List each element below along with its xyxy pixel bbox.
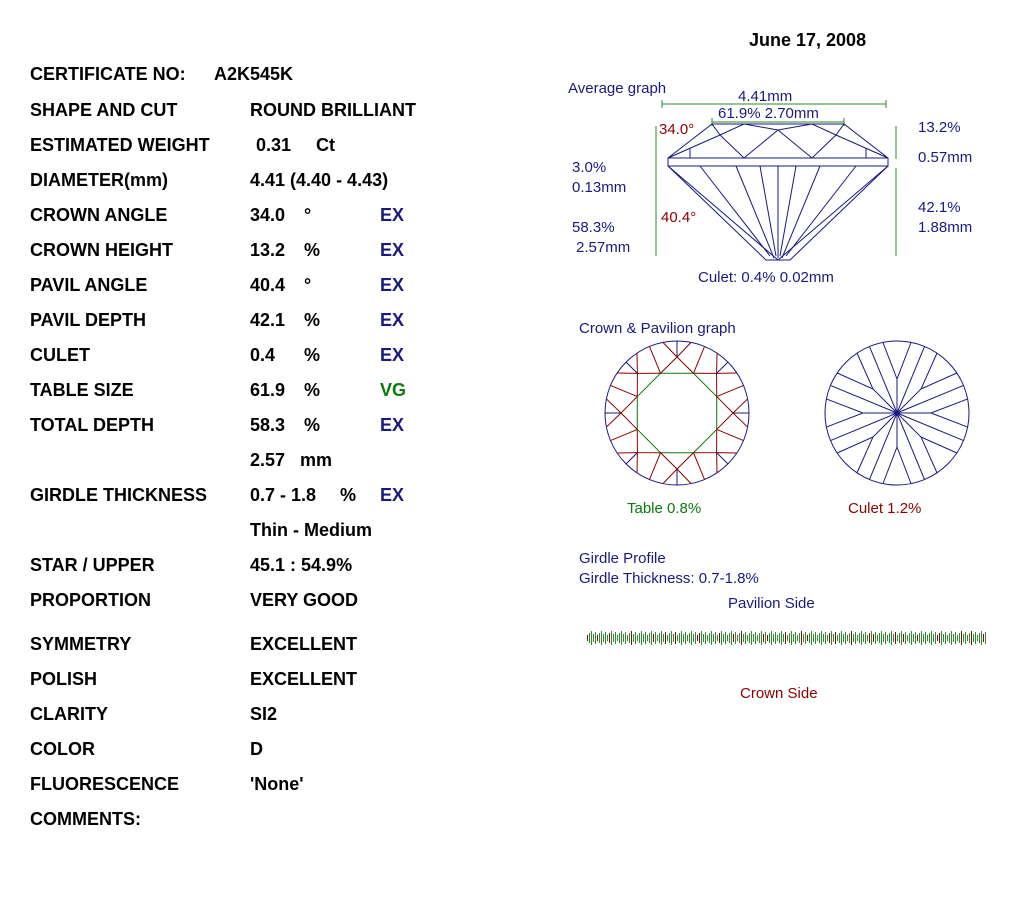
table-label: 61.9% 2.70mm bbox=[718, 105, 819, 122]
main-facet-line bbox=[626, 453, 637, 464]
bezel-line bbox=[649, 346, 660, 373]
spec-value: 4.41 (4.40 - 4.43) bbox=[250, 170, 389, 190]
spec-value: 34.0 bbox=[250, 205, 286, 225]
lower-girdle-facet bbox=[921, 437, 957, 473]
spec-value: 0.31 bbox=[256, 135, 292, 155]
girdle-thickness-label: Girdle Thickness: 0.7-1.8% bbox=[579, 570, 759, 587]
main-facet-line bbox=[626, 362, 637, 373]
spec-unit: % bbox=[340, 485, 357, 505]
star-facet bbox=[621, 397, 637, 430]
spec-label: FLUORESCENCE bbox=[30, 774, 180, 794]
spec-value: ROUND BRILLIANT bbox=[250, 100, 416, 120]
crown-view-diagram bbox=[604, 340, 750, 486]
bezel-line bbox=[693, 346, 704, 373]
crown-side-label: Crown Side bbox=[740, 685, 818, 702]
grade-badge: EX bbox=[380, 415, 405, 435]
spec-label: PROPORTION bbox=[30, 590, 152, 610]
star-facet bbox=[717, 397, 733, 430]
grade-badge: EX bbox=[380, 240, 405, 260]
star-facet bbox=[661, 357, 694, 373]
report-date: June 17, 2008 bbox=[749, 30, 867, 50]
pavilion-depth-mm: 1.88mm bbox=[918, 219, 973, 236]
crown-pavilion-title: Crown & Pavilion graph bbox=[579, 320, 736, 337]
spec-unit: % bbox=[304, 415, 321, 435]
girdle-profile-title: Girdle Profile bbox=[579, 550, 666, 567]
spec-label: CLARITY bbox=[30, 704, 108, 724]
spec-label: COLOR bbox=[30, 739, 95, 759]
spec-value: 61.9 bbox=[250, 380, 286, 400]
pavilion-axis-line bbox=[897, 389, 921, 413]
spec-label: DIAMETER(mm) bbox=[30, 170, 168, 190]
pavilion-axis-line bbox=[873, 389, 897, 413]
spec-label: GIRDLE THICKNESS bbox=[30, 485, 208, 505]
spec-label: CROWN ANGLE bbox=[30, 205, 168, 225]
lower-girdle-facet bbox=[921, 353, 957, 389]
certificate-label: CERTIFICATE NO: bbox=[30, 64, 186, 84]
bezel-line bbox=[610, 385, 637, 396]
spec-unit: ° bbox=[304, 275, 312, 295]
spec-unit: % bbox=[304, 240, 321, 260]
spec-label: TOTAL DEPTH bbox=[30, 415, 155, 435]
total-depth-mm: 2.57mm bbox=[576, 239, 631, 256]
bezel-line bbox=[649, 453, 660, 480]
spec-unit: Ct bbox=[316, 135, 335, 155]
bezel-line bbox=[693, 453, 704, 480]
grade-badge: EX bbox=[380, 485, 405, 505]
spec-value: EXCELLENT bbox=[250, 669, 358, 689]
spec-value: 2.57 bbox=[250, 450, 286, 470]
spec-label: PAVIL DEPTH bbox=[30, 310, 147, 330]
crown-height-mm: 0.57mm bbox=[918, 149, 973, 166]
grade-badge: EX bbox=[380, 205, 405, 225]
grade-badge: VG bbox=[380, 380, 407, 400]
spec-label: STAR / UPPER bbox=[30, 555, 155, 575]
spec-label: COMMENTS: bbox=[30, 809, 141, 829]
spec-value: EXCELLENT bbox=[250, 634, 358, 654]
pavilion-axis-line bbox=[897, 413, 921, 437]
grade-badge: EX bbox=[380, 345, 405, 365]
spec-value: 45.1 : 54.9% bbox=[250, 555, 353, 575]
table-caption: Table 0.8% bbox=[627, 500, 702, 517]
spec-label: SYMMETRY bbox=[30, 634, 132, 654]
spec-label: CROWN HEIGHT bbox=[30, 240, 173, 260]
spec-value: D bbox=[250, 739, 263, 759]
lower-girdle-facet bbox=[837, 437, 873, 473]
spec-unit: mm bbox=[300, 450, 333, 470]
pavilion-depth-pct: 42.1% bbox=[918, 199, 961, 216]
spec-unit: % bbox=[304, 345, 321, 365]
spec-label: TABLE SIZE bbox=[30, 380, 134, 400]
girdle-pct: 3.0% bbox=[572, 159, 607, 176]
diamond-profile-diagram bbox=[0, 0, 1010, 300]
spec-label: ESTIMATED WEIGHT bbox=[30, 135, 210, 155]
spec-unit: % bbox=[304, 310, 321, 330]
spec-value: 0.7 - 1.8 bbox=[250, 485, 317, 505]
crown-angle-label: 34.0° bbox=[659, 121, 695, 138]
spec-value: SI2 bbox=[250, 704, 278, 724]
culet-caption: Culet 1.2% bbox=[848, 500, 922, 517]
diameter-label: 4.41mm bbox=[738, 88, 793, 105]
pavilion-view-diagram bbox=[824, 340, 970, 486]
grade-badge: EX bbox=[380, 310, 405, 330]
main-facet-line bbox=[717, 453, 728, 464]
spec-value: 40.4 bbox=[250, 275, 286, 295]
total-depth-pct: 58.3% bbox=[572, 219, 615, 236]
lower-girdle-facet bbox=[931, 399, 968, 427]
table-outline bbox=[637, 373, 716, 452]
girdle-mm: 0.13mm bbox=[572, 179, 627, 196]
pavilion-angle-label: 40.4° bbox=[661, 209, 697, 226]
culet-label: Culet: 0.4% 0.02mm bbox=[698, 269, 834, 286]
bezel-line bbox=[717, 429, 744, 440]
spec-unit: % bbox=[304, 380, 321, 400]
grade-badge: EX bbox=[380, 275, 405, 295]
crown-height-pct: 13.2% bbox=[918, 119, 961, 136]
spec-label: POLISH bbox=[30, 669, 98, 689]
bezel-line bbox=[610, 429, 637, 440]
spec-label: PAVIL ANGLE bbox=[30, 275, 148, 295]
pavilion-side-label: Pavilion Side bbox=[728, 595, 815, 612]
spec-value: 58.3 bbox=[250, 415, 286, 435]
spec-value: 42.1 bbox=[250, 310, 286, 330]
pavilion-axis-line bbox=[873, 413, 897, 437]
spec-value: VERY GOOD bbox=[250, 590, 359, 610]
certificate-number: A2K545K bbox=[214, 64, 294, 84]
spec-label: SHAPE AND CUT bbox=[30, 100, 178, 120]
girdle-profile-strip bbox=[587, 630, 987, 646]
star-facet bbox=[661, 453, 694, 469]
spec-unit: ° bbox=[304, 205, 312, 225]
average-graph-title: Average graph bbox=[568, 80, 667, 97]
lower-girdle-facet bbox=[826, 399, 863, 427]
lower-girdle-facet bbox=[883, 447, 911, 484]
spec-label: CULET bbox=[30, 345, 90, 365]
spec-value: 'None' bbox=[250, 774, 304, 794]
spec-value: 13.2 bbox=[250, 240, 286, 260]
lower-girdle-facet bbox=[883, 342, 911, 379]
spec-value: Thin - Medium bbox=[250, 520, 372, 540]
main-facet-line bbox=[717, 362, 728, 373]
spec-value: 0.4 bbox=[250, 345, 276, 365]
bezel-line bbox=[717, 385, 744, 396]
lower-girdle-facet bbox=[837, 353, 873, 389]
